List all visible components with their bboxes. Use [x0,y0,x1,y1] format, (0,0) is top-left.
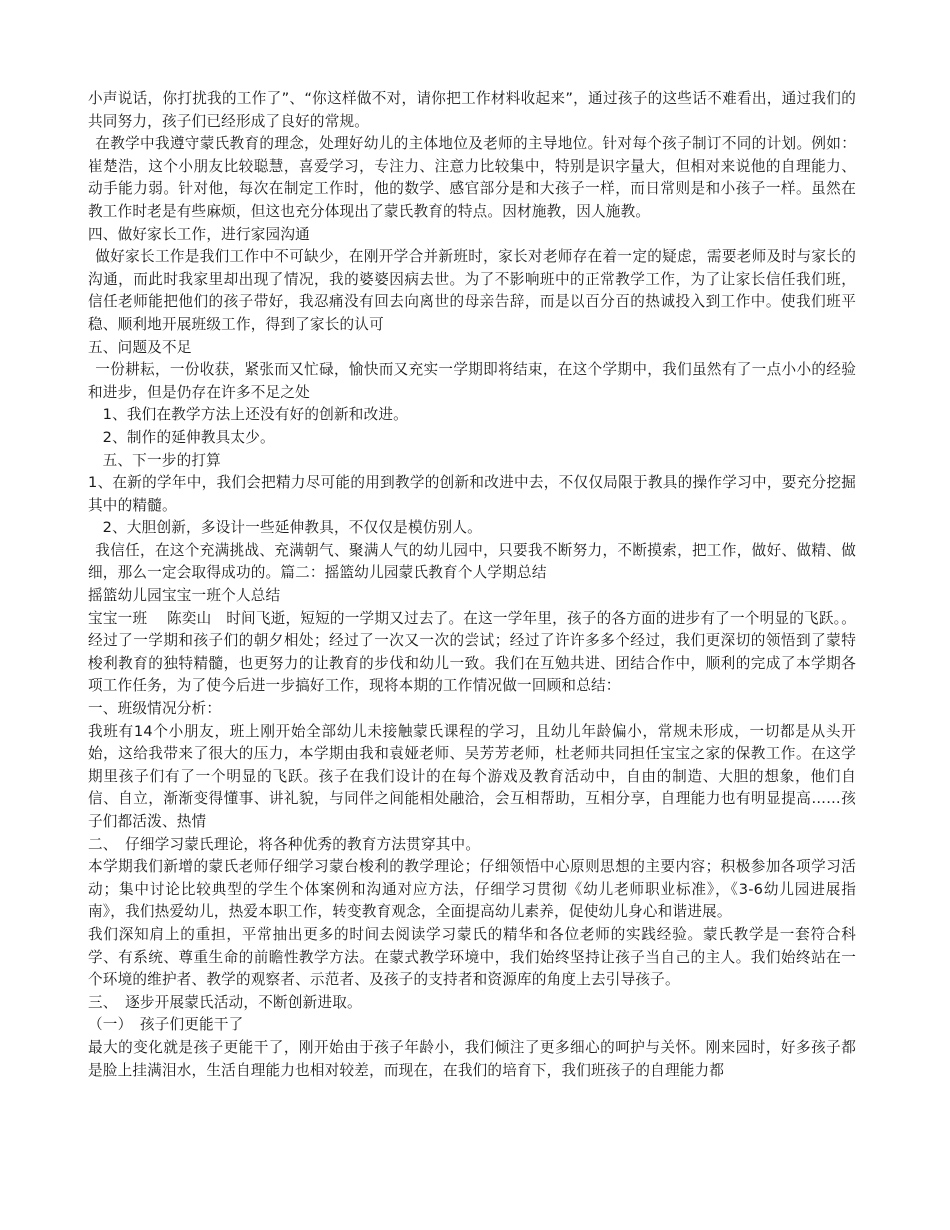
paragraph: 最大的变化就是孩子更能干了，刚开始由于孩子年龄小，我们倾注了更多细心的呵护与关怀。刚来园时，好多孩子都是脸上挂满泪水，生活自理能力也相对较差，而现在，在我们的培育下，我们班孩子的自理能力都 [88,1038,856,1079]
paragraph: 摇篮幼儿园宝宝一班个人总结 [88,587,281,605]
paragraph: 做好家长工作是我们工作中不可缺少，在刚开学合并新班时，家长对老师存在着一定的疑虑，需要老师及时与家长的沟通，而此时我家里却出现了情况，我的婆婆因病去世。为了不影响班中的正常教学工作，为了让家长信任我们班，信任老师能把他们的孩子带好，我忍痛没有回去向离世的母亲告辞，而是以百分百的热诚投入到工作中。使我们班平稳、顺利地开展班级工作，得到了家长的认可 [88,248,856,333]
paragraph: 小声说话，你打扰我的工作了”、“你这样做不对，请你把工作材料收起来”，通过孩子的这些话不难看出，通过我们的共同努力，孩子们已经形成了良好的常规。 [88,90,856,130]
paragraph: 四、做好家长工作，进行家园沟通 [88,225,310,243]
paragraph: 2、大胆创新，多设计一些延伸教具，不仅仅是模仿别人。 [102,519,482,537]
paragraph: 二、 仔细学习蒙氏理论，将各种优秀的教育方法贯穿其中。 [88,835,481,853]
paragraph: 我信任，在这个充满挑战、充满朝气、聚满人气的幼儿园中，只要我不断努力，不断摸索，把工作，做好、做精、做细，那么一定会取得成功的。篇二：摇篮幼儿园蒙氏教育个人学期总结 [88,541,856,582]
paragraph: 我班有14个小朋友，班上刚开始全部幼儿未接触蒙氏课程的学习，且幼儿年龄偏小，常规未形成，一切都是从头开始，这给我带来了很大的压力，本学期由我和袁娅老师、吴芳芳老师，杜老师共同担任宝宝之家的保教工作。在这学期里孩子们有了一个明显的飞跃。孩子在我们设计的在每个游戏及教育活动中，自由的制造、大胆的想象，他们自信、自立，渐渐变得懂事、讲礼貌，与同伴之间能相处融洽，会互相帮助，互相分享，自理能力也有明显提高……孩子们都活泼、热情 [88,722,856,830]
paragraph: 五、问题及不足 [88,338,192,356]
paragraph: 在教学中我遵守蒙氏教育的理念，处理好幼儿的主体地位及老师的主导地位。针对每个孩子制订不同的计划。例如：崔楚浩，这个小朋友比较聪慧，喜爱学习，专注力、注意力比较集中，特别是识字量大，但相对来说他的自理能力、动手能力弱。针对他，每次在制定工作时，他的数学、感官部分是和大孩子一样，而日常则是和小孩子一样。虽然在教工作时老是有些麻烦，但这也充分体现出了蒙氏教育的特点。因材施教，因人施教。 [88,135,856,220]
paragraph: 三、 逐步开展蒙氏活动，不断创新进取。 [88,993,362,1011]
paragraph: 本学期我们新增的蒙氏老师仔细学习蒙台梭利的教学理论；仔细领悟中心原则思想的主要内容；积极参加各项学习活动；集中讨论比较典型的学生个体案例和沟通对应方法，仔细学习贯彻《幼儿老师职业标准》，《3-6幼儿园进展指南》，我们热爱幼儿，热爱本职工作，转变教育观念，全面提高幼儿素养，促使幼儿身心和谐进展。 [88,858,856,921]
paragraph: （一） 孩子们更能干了 [88,1016,244,1034]
document-page [88,88,856,1082]
paragraph: 1、我们在教学方法上还没有好的创新和改进。 [102,406,408,424]
paragraph: 宝宝一班 陈奕山 时间飞逝，短短的一学期又过去了。在这一学年里，孩子的各方面的进步有了一个明显的飞跃。。经过了一学期和孩子们的朝夕相处；经过了一次又一次的尝试；经过了许许多多个经过，我们更深切的领悟到了蒙特梭利教育的独特精髓，也更努力的让教育的步伐和幼儿一致。我们在互勉共进、团结合作中，顺利的完成了本学期各项工作任务，为了使今后进一步搞好工作，现将本期的工作情况做一回顾和总结： [88,609,856,695]
paragraph: 一份耕耘，一份收获，紧张而又忙碌，愉快而又充实一学期即将结束，在这个学期中，我们虽然有了一点小小的经验和进步，但是仍存在许多不足之处 [88,361,856,401]
paragraph: 一、班级情况分析： [88,700,222,718]
paragraph: 2、制作的延伸教具太少。 [102,428,275,446]
paragraph: 我们深知肩上的重担，平常抽出更多的时间去阅读学习蒙氏的精华和各位老师的实践经验。蒙氏教学是一套符合科学、有系统、尊重生命的前瞻性教学方法。在蒙式教学环境中，我们始终坚持让孩子当自己的主人。我们始终站在一个环境的维护者、教学的观察者、示范者、及孩子的支持者和资源库的角度上去引导孩子。 [88,925,856,989]
paragraph: 五、下一步的打算 [102,451,221,469]
paragraph: 1、在新的学年中，我们会把精力尽可能的用到教学的创新和改进中去，不仅仅局限于教具的操作学习中，要充分挖掘其中的精髓。 [88,474,856,514]
